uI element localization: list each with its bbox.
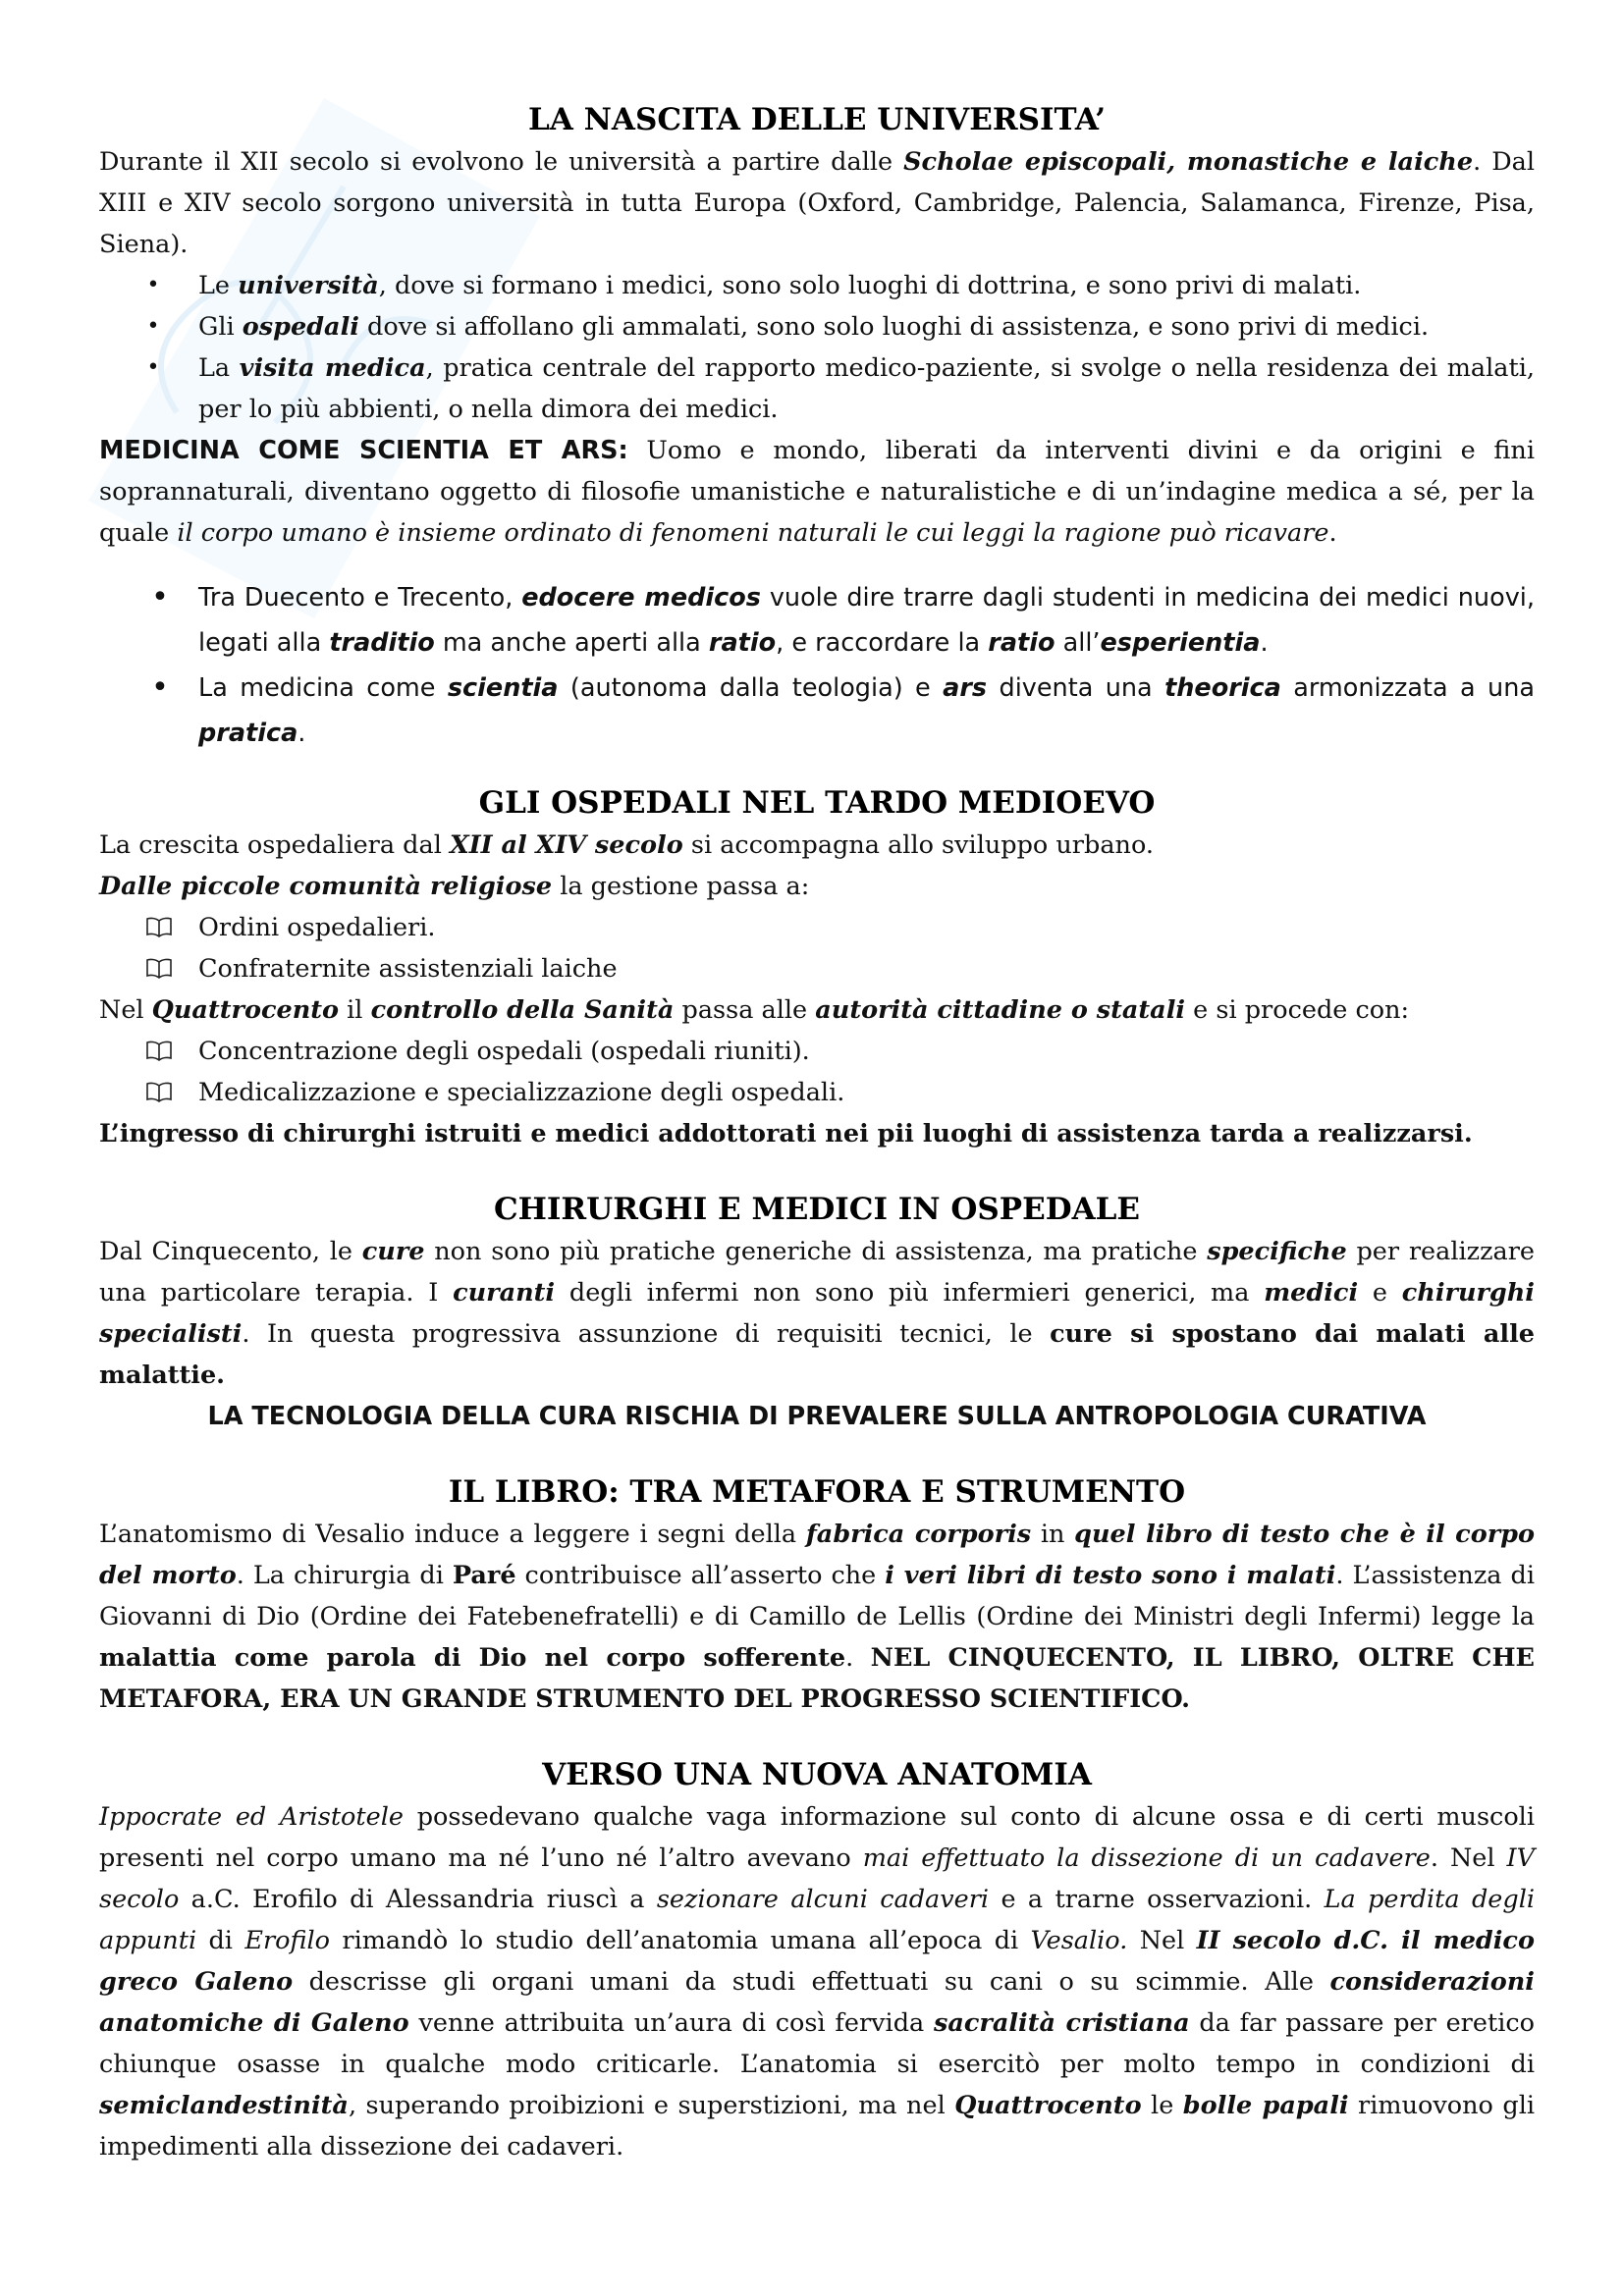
list-item [99, 907, 1535, 948]
text-run: La perdita degli appunti [99, 1885, 1536, 1955]
text-run: , pratica centrale del rapporto medico-paziente, si svolge o nella residenza dei malati, per lo più abbienti, o nella dimora dei medici. [198, 353, 1535, 424]
text-run: i veri libri di testo sono i malati [885, 1561, 1336, 1590]
list-item [99, 347, 1535, 430]
text-run: esperientia [1100, 628, 1261, 658]
list-item [99, 948, 1535, 989]
text-run: . [1260, 628, 1269, 658]
text-run: all’ [1055, 628, 1101, 658]
section-spacer [99, 1437, 1535, 1470]
text-run: Dal Cinquecento, le [99, 1237, 362, 1266]
text-run: IV secolo [99, 1843, 1535, 1914]
text-run: da far passare per eretico chiunque osasse in qualche modo criticarle. L’anatomia si esercitò per molto tempo in condizioni di [99, 2008, 1535, 2079]
section-spacer [99, 1720, 1535, 1753]
text-run: Concentrazione degli ospedali (ospedali riuniti). [198, 1037, 810, 1066]
text-run: degli infermi non sono più infermieri generici, ma [555, 1278, 1265, 1308]
text-run: sacralità cristiana [933, 2008, 1190, 2038]
text-run: specifiche [1207, 1237, 1347, 1266]
text-run: quel libro di testo che è il corpo del morto [99, 1520, 1535, 1590]
text-run: Tra Duecento e Trecento, [198, 583, 522, 613]
text-run: . [298, 719, 306, 748]
text-run: edocere medicos [521, 583, 761, 613]
text-run: Quattrocento [954, 2091, 1142, 2120]
list-item [99, 306, 1535, 347]
book-icon [146, 1081, 172, 1102]
text-run: . [1328, 518, 1337, 548]
text-run: Paré [452, 1561, 516, 1590]
text-run: La [198, 353, 240, 383]
text-run: Quattrocento [151, 995, 340, 1025]
text-run: Dalle piccole comunità religiose [99, 872, 553, 901]
text-run: si accompagna allo sviluppo urbano. [682, 830, 1154, 860]
text-run: Durante il XII secolo si evolvono le università a partire dalle [99, 147, 904, 177]
emphasis-line [99, 1396, 1535, 1437]
text-run: pratica [198, 719, 298, 748]
text-run: università [238, 271, 379, 300]
text-run: ospedali [242, 312, 359, 342]
text-run: per realizzare una particolare terapia. I [99, 1237, 1535, 1308]
text-run: . Dal XIII e XIV secolo sorgono università in tutta Europa (Oxford, Cambridge, Palencia, Salamanca, Firenze, Pisa, Siena). [99, 147, 1535, 259]
text-run: L’anatomismo di Vesalio induce a leggere i segni della [99, 1520, 806, 1549]
paragraph [99, 1231, 1535, 1396]
text-run: le [1141, 2091, 1183, 2120]
text-run: contribuisce all’asserto che [515, 1561, 886, 1590]
paragraph [99, 866, 1535, 907]
paragraph-spacer [99, 554, 1535, 575]
text-run: , dove si formano i medici, sono solo luoghi di dottrina, e sono privi di malati. [378, 271, 1362, 300]
text-run: in [1031, 1520, 1075, 1549]
text-run: . La chirurgia di [236, 1561, 453, 1590]
text-run: . In questa progressiva assunzione di requisiti tecnici, le [242, 1319, 1051, 1349]
text-run: semiclandestinità [99, 2091, 349, 2120]
text-run: , superando proibizioni e superstizioni, ma nel [348, 2091, 955, 2120]
text-run: e a trarne osservazioni. [989, 1885, 1325, 1914]
text-run: rimandò lo studio dell’anatomia umana all’epoca di [330, 1926, 1031, 1955]
text-run: il [339, 995, 371, 1025]
text-run: Nel [1127, 1926, 1197, 1955]
text-run: ma anche aperti alla [434, 628, 709, 658]
text-run: mai effettuato la dissezione di un cadavere [862, 1843, 1431, 1873]
paragraph [99, 1514, 1535, 1720]
text-run: Ordini ospedalieri. [198, 913, 436, 942]
bullet-icon: • [146, 314, 160, 339]
text-run: (autonoma dalla teologia) e [558, 673, 944, 703]
book-icon [146, 957, 172, 979]
bullet-icon: • [146, 355, 160, 380]
text-run: ars [943, 673, 988, 703]
text-run: II secolo d.C. il medico greco Galeno [99, 1926, 1535, 1997]
text-run: cure [361, 1237, 425, 1266]
text-run: cure si spostano dai malati alle malattie. [99, 1319, 1535, 1390]
paragraph [99, 1113, 1535, 1154]
text-run: scientia [447, 673, 559, 703]
text-run: armonizzata a una [1280, 673, 1535, 703]
list-item [99, 1031, 1535, 1072]
list-item [99, 1072, 1535, 1113]
text-run: malattia come parola di Dio nel corpo sofferente [99, 1643, 846, 1673]
text-run: Erofilo [244, 1926, 331, 1955]
text-run: controllo della Sanità [370, 995, 675, 1025]
list-item [99, 575, 1535, 666]
text-run: MEDICINA COME SCIENTIA ET ARS: [99, 436, 628, 465]
text-run: descrisse gli organi umani da studi effettuati su cani o su scimmie. Alle [293, 1967, 1330, 1997]
list-item [99, 265, 1535, 306]
text-run: La crescita ospedaliera dal [99, 830, 450, 860]
paragraph [99, 989, 1535, 1031]
book-icon [146, 1040, 172, 1061]
text-run: chirurghi specialisti [99, 1278, 1535, 1349]
paragraph [99, 430, 1535, 554]
section-heading: IL LIBRO: TRA METAFORA E STRUMENTO [448, 1474, 1186, 1510]
text-run: Uomo e mondo, liberati da interventi divini e da origini e fini soprannaturali, diventano oggetto di filosofie umanistiche e naturalistiche e di un’indagine medica a sé, per la quale [99, 436, 1535, 548]
document-page [99, 98, 1535, 2167]
text-run: Medicalizzazione e specializzazione degli ospedali. [198, 1078, 845, 1107]
text-run: medici [1264, 1278, 1359, 1308]
text-run: theorica [1164, 673, 1281, 703]
text-run: e [1358, 1278, 1402, 1308]
text-run: NEL CINQUECENTO, IL LIBRO, OLTRE CHE METAFORA, ERA UN GRANDE STRUMENTO DEL PROGRESSO SCIENTIFICO. [99, 1643, 1535, 1714]
text-run: di [196, 1926, 245, 1955]
text-run: rimuovono gli impedimenti alla dissezione dei cadaveri. [99, 2091, 1536, 2162]
text-run: autorità cittadine o statali [815, 995, 1186, 1025]
section-heading: CHIRURGHI E MEDICI IN OSPEDALE [493, 1192, 1141, 1227]
text-run: vuole dire trarre dagli studenti in medicina dei medici nuovi, legati alla [198, 583, 1535, 658]
text-run: considerazioni anatomiche di Galeno [99, 1967, 1535, 2038]
text-run: L’ingresso di chirurghi istruiti e medici addottorati nei pii luoghi di assistenza tarda a realizzarsi. [99, 1119, 1473, 1148]
text-run: diventa una [987, 673, 1165, 703]
paragraph [99, 141, 1535, 265]
text-run: ratio [988, 628, 1055, 658]
text-run: Le [198, 271, 239, 300]
text-run: . L’assistenza di Giovanni di Dio (Ordine dei Fatebenefratelli) e di Camillo de Lellis (Ordine dei Ministri degli Infermi) legge la [99, 1561, 1535, 1631]
section-spacer [99, 756, 1535, 781]
text-run: Scholae episcopali, monastiche e laiche [903, 147, 1474, 177]
text-run: passa alle [674, 995, 816, 1025]
text-run: a.C. Erofilo di Alessandria riuscì a [179, 1885, 657, 1914]
text-run: , e raccordare la [776, 628, 989, 658]
book-icon [146, 916, 172, 937]
text-run: Vesalio. [1030, 1926, 1128, 1955]
text-run: venne attribuita un’aura di così fervida [408, 2008, 934, 2038]
text-run: fabrica corporis [805, 1520, 1032, 1549]
text-run: Ippocrate ed Aristotele [99, 1802, 404, 1832]
paragraph [99, 1796, 1535, 2167]
text-run: LA TECNOLOGIA DELLA CURA RISCHIA DI PREVALERE SULLA ANTROPOLOGIA CURATIVA [207, 1402, 1427, 1431]
bullet-icon: • [151, 580, 169, 614]
text-run: e si procede con: [1185, 995, 1410, 1025]
bullet-icon: • [146, 273, 160, 297]
text-run: Nel [99, 995, 152, 1025]
section-heading: VERSO UNA NUOVA ANATOMIA [542, 1757, 1092, 1792]
text-run: bolle papali [1182, 2091, 1349, 2120]
text-run: ratio [708, 628, 777, 658]
section-spacer [99, 1154, 1535, 1188]
list-item [99, 666, 1535, 756]
text-run: La medicina come [198, 673, 448, 703]
text-run: dove si affollano gli ammalati, sono solo luoghi di assistenza, e sono privi di medici. [358, 312, 1430, 342]
bullet-icon: • [151, 670, 169, 705]
text-run: Gli [198, 312, 243, 342]
text-run: XII al XIV secolo [449, 830, 683, 860]
paragraph [99, 825, 1535, 866]
text-run: non sono più pratiche generiche di assistenza, ma pratiche [424, 1237, 1208, 1266]
text-run: la gestione passa a: [552, 872, 810, 901]
text-run: il corpo umano è insieme ordinato di fenomeni naturali le cui leggi la ragione può ricavare [177, 518, 1329, 548]
text-run: possedevano qualche vaga informazione sul conto di alcune ossa e di certi muscoli presenti nel corpo umano ma né l’uno né l’altro avevano [99, 1802, 1535, 1873]
text-run: . [845, 1643, 871, 1673]
text-run: Confraternite assistenziali laiche [198, 954, 618, 984]
text-run: sezionare alcuni cadaveri [656, 1885, 990, 1914]
text-run: visita medica [239, 353, 426, 383]
text-run: . Nel [1430, 1843, 1507, 1873]
text-run: curanti [453, 1278, 556, 1308]
text-run: traditio [329, 628, 435, 658]
section-heading: GLI OSPEDALI NEL TARDO MEDIOEVO [478, 785, 1156, 821]
section-heading: LA NASCITA DELLE UNIVERSITA’ [527, 102, 1107, 137]
